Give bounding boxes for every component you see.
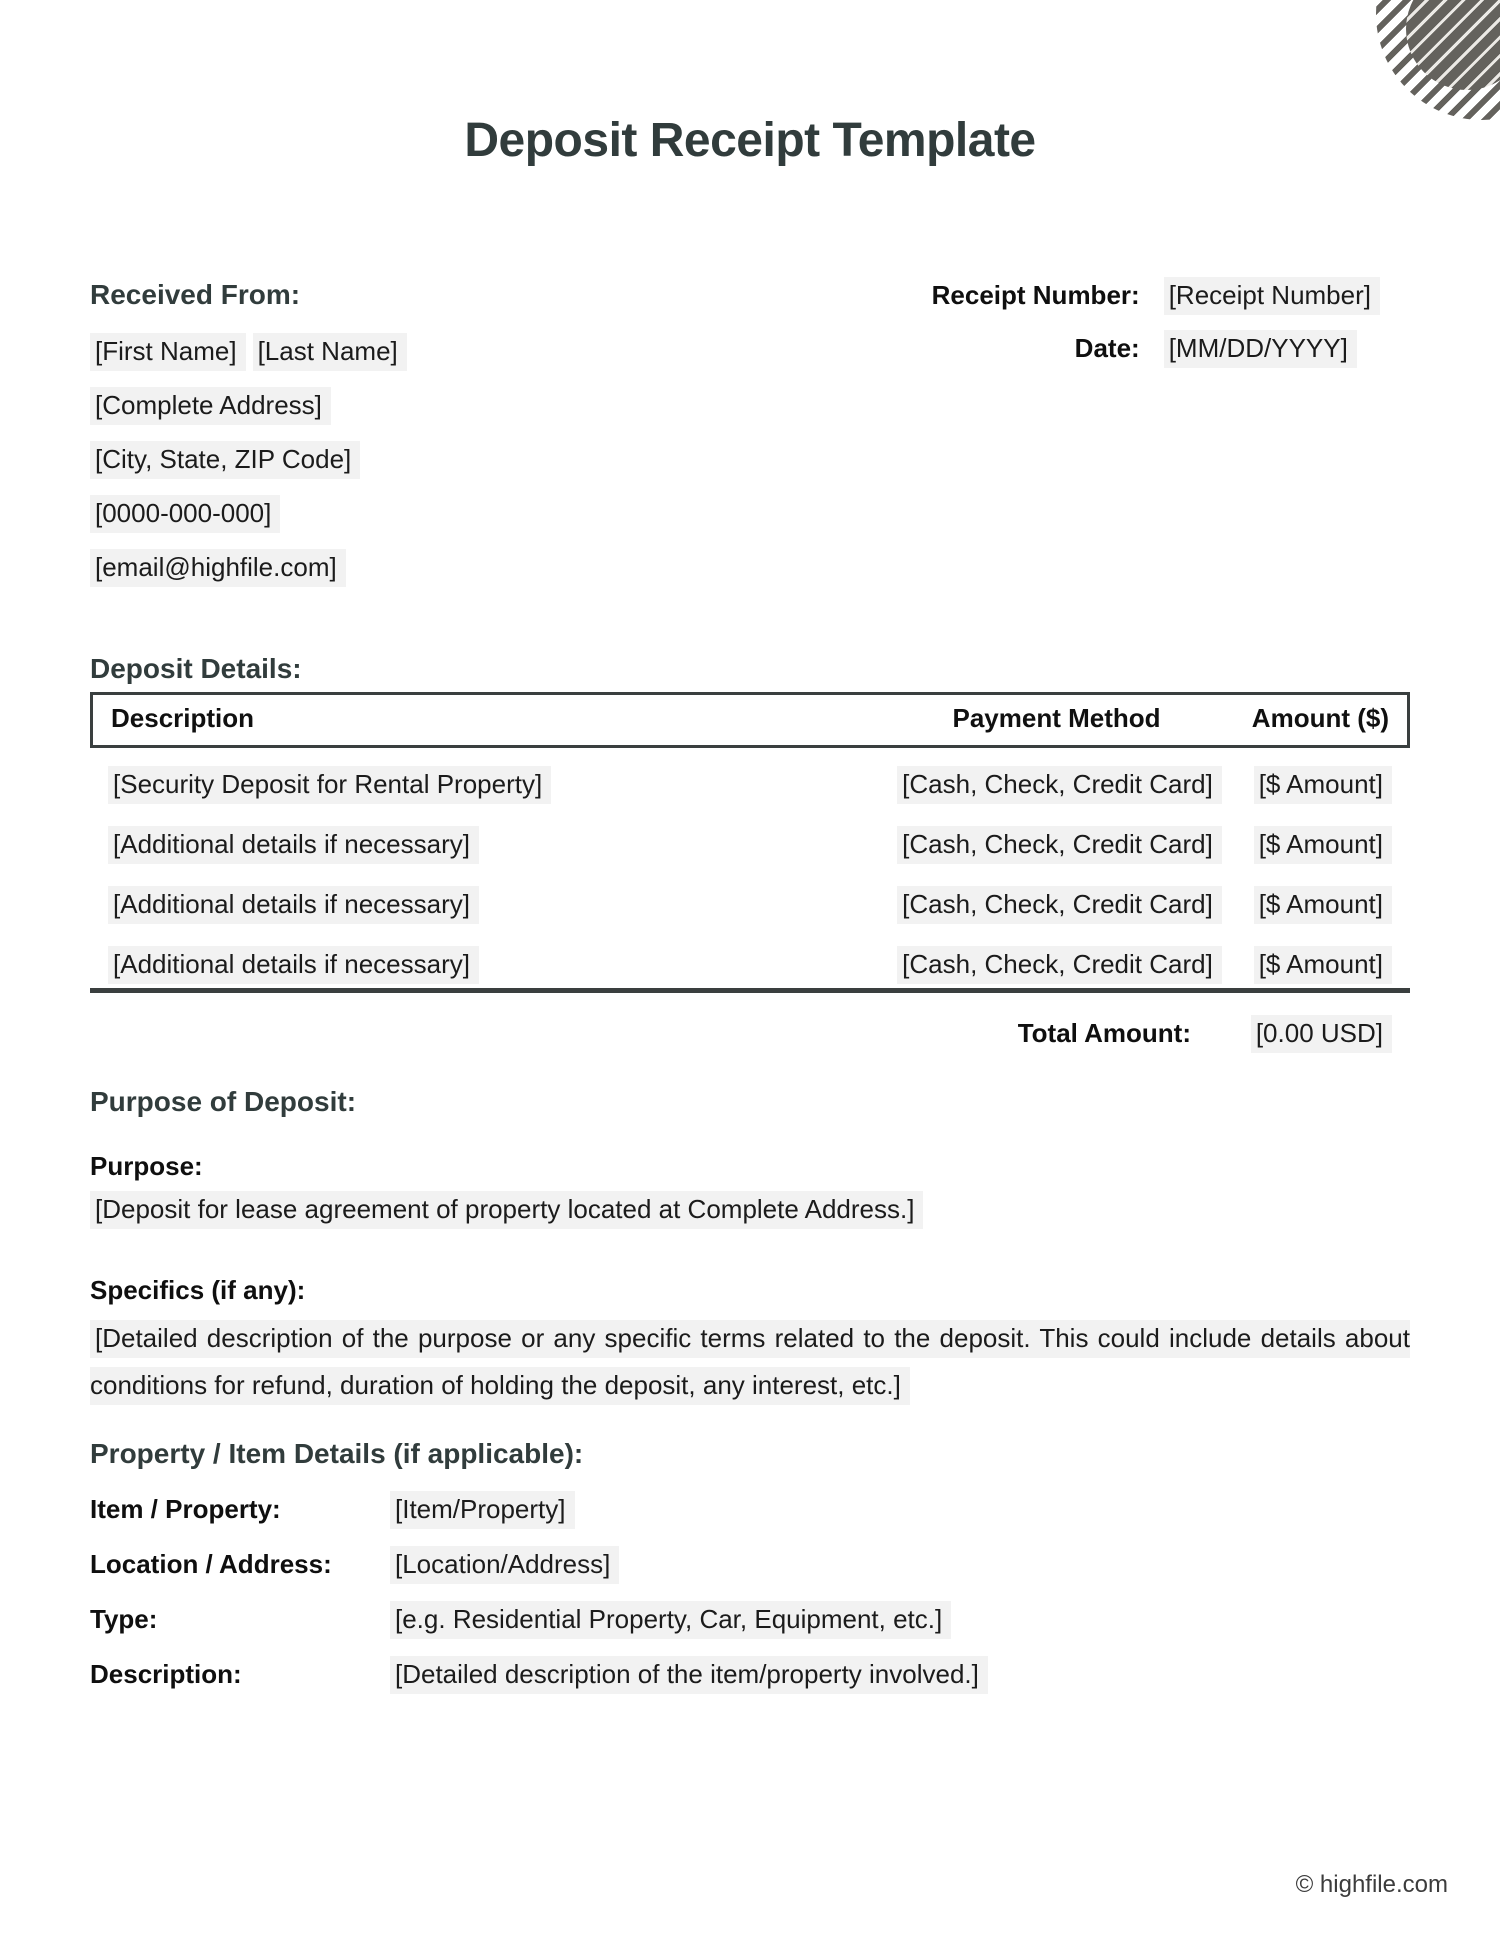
table-row bbox=[108, 868, 1392, 928]
column-header-amount: Amount ($) bbox=[1251, 703, 1389, 733]
row-description-field[interactable]: [Additional details if necessary] bbox=[108, 946, 479, 984]
list-item bbox=[90, 1492, 1410, 1526]
type-field[interactable]: [e.g. Residential Property, Car, Equipment, etc.] bbox=[390, 1601, 951, 1639]
item-property-field[interactable]: [Item/Property] bbox=[390, 1491, 575, 1529]
row-amount-field[interactable]: [$ Amount] bbox=[1254, 946, 1392, 984]
total-amount-field[interactable]: [0.00 USD] bbox=[1251, 1015, 1392, 1053]
payer-email-line bbox=[90, 550, 407, 584]
last-name-field[interactable]: [Last Name] bbox=[253, 333, 407, 371]
property-item-details-heading: Property / Item Details (if applicable): bbox=[90, 1438, 584, 1469]
row-payment-method-field[interactable]: [Cash, Check, Credit Card] bbox=[897, 946, 1222, 984]
type-label: Type: bbox=[90, 1604, 158, 1634]
receipt-meta-section bbox=[932, 278, 1380, 365]
deposit-details-heading: Deposit Details: bbox=[90, 653, 302, 684]
first-name-field[interactable]: [First Name] bbox=[90, 333, 246, 371]
complete-address-field[interactable]: [Complete Address] bbox=[90, 387, 331, 425]
phone-field[interactable]: [0000-000-000] bbox=[90, 495, 280, 533]
item-property-label: Item / Property: bbox=[90, 1494, 281, 1524]
payer-name-line bbox=[90, 334, 407, 368]
total-amount-label: Total Amount: bbox=[1017, 1018, 1191, 1048]
deposit-table-header bbox=[90, 692, 1410, 748]
specifics-value-paragraph bbox=[90, 1315, 1410, 1409]
highfile-logo bbox=[1365, 0, 1500, 125]
total-row bbox=[90, 1017, 1410, 1049]
table-row bbox=[108, 928, 1392, 988]
header-info-row bbox=[90, 278, 1410, 604]
date-value bbox=[1164, 331, 1380, 365]
receipt-number-field[interactable]: [Receipt Number] bbox=[1164, 277, 1380, 315]
location-address-field[interactable]: [Location/Address] bbox=[390, 1546, 619, 1584]
list-item bbox=[90, 1602, 1410, 1636]
row-payment-method-field[interactable]: [Cash, Check, Credit Card] bbox=[897, 826, 1222, 864]
received-from-section bbox=[90, 278, 407, 604]
table-row bbox=[108, 808, 1392, 868]
table-row bbox=[108, 748, 1392, 808]
row-description-field[interactable]: [Additional details if necessary] bbox=[108, 886, 479, 924]
description-field[interactable]: [Detailed description of the item/property involved.] bbox=[390, 1656, 988, 1694]
payer-city-line bbox=[90, 442, 407, 476]
row-description-field[interactable]: [Security Deposit for Rental Property] bbox=[108, 766, 551, 804]
city-state-zip-field[interactable]: [City, State, ZIP Code] bbox=[90, 441, 360, 479]
row-amount-field[interactable]: [$ Amount] bbox=[1254, 766, 1392, 804]
page-title: Deposit Receipt Template bbox=[464, 114, 1036, 167]
deposit-table-body bbox=[90, 748, 1410, 993]
column-header-description: Description bbox=[111, 703, 255, 733]
row-payment-method-field[interactable]: [Cash, Check, Credit Card] bbox=[897, 886, 1222, 924]
payer-phone-line bbox=[90, 496, 407, 530]
date-field[interactable]: [MM/DD/YYYY] bbox=[1164, 330, 1357, 368]
specifics-field[interactable]: [Detailed description of the purpose or any specific terms related to the deposit. This could include details about conditions for refund, duration of holding the deposit, any interest, etc.] bbox=[90, 1320, 1410, 1405]
receipt-number-label: Receipt Number: bbox=[931, 280, 1140, 310]
receipt-number-value bbox=[1164, 278, 1380, 312]
purpose-field[interactable]: [Deposit for lease agreement of property located at Complete Address.] bbox=[90, 1191, 923, 1229]
email-field[interactable]: [email@highfile.com] bbox=[90, 549, 346, 587]
footer-credit: © highfile.com bbox=[1295, 1871, 1448, 1898]
purpose-value-line bbox=[90, 1191, 1410, 1227]
description-label: Description: bbox=[90, 1659, 242, 1689]
payer-address-line bbox=[90, 388, 407, 422]
property-details-list bbox=[90, 1492, 1410, 1691]
purpose-of-deposit-heading: Purpose of Deposit: bbox=[90, 1086, 357, 1117]
row-payment-method-field[interactable]: [Cash, Check, Credit Card] bbox=[897, 766, 1222, 804]
received-from-heading: Received From: bbox=[90, 279, 301, 310]
row-amount-field[interactable]: [$ Amount] bbox=[1254, 886, 1392, 924]
list-item bbox=[90, 1547, 1410, 1581]
purpose-label: Purpose: bbox=[90, 1151, 203, 1181]
row-amount-field[interactable]: [$ Amount] bbox=[1254, 826, 1392, 864]
column-header-payment-method: Payment Method bbox=[952, 703, 1161, 733]
location-address-label: Location / Address: bbox=[90, 1549, 332, 1579]
date-label: Date: bbox=[1074, 333, 1140, 363]
list-item bbox=[90, 1657, 1410, 1691]
row-description-field[interactable]: [Additional details if necessary] bbox=[108, 826, 479, 864]
specifics-label: Specifics (if any): bbox=[90, 1275, 306, 1305]
